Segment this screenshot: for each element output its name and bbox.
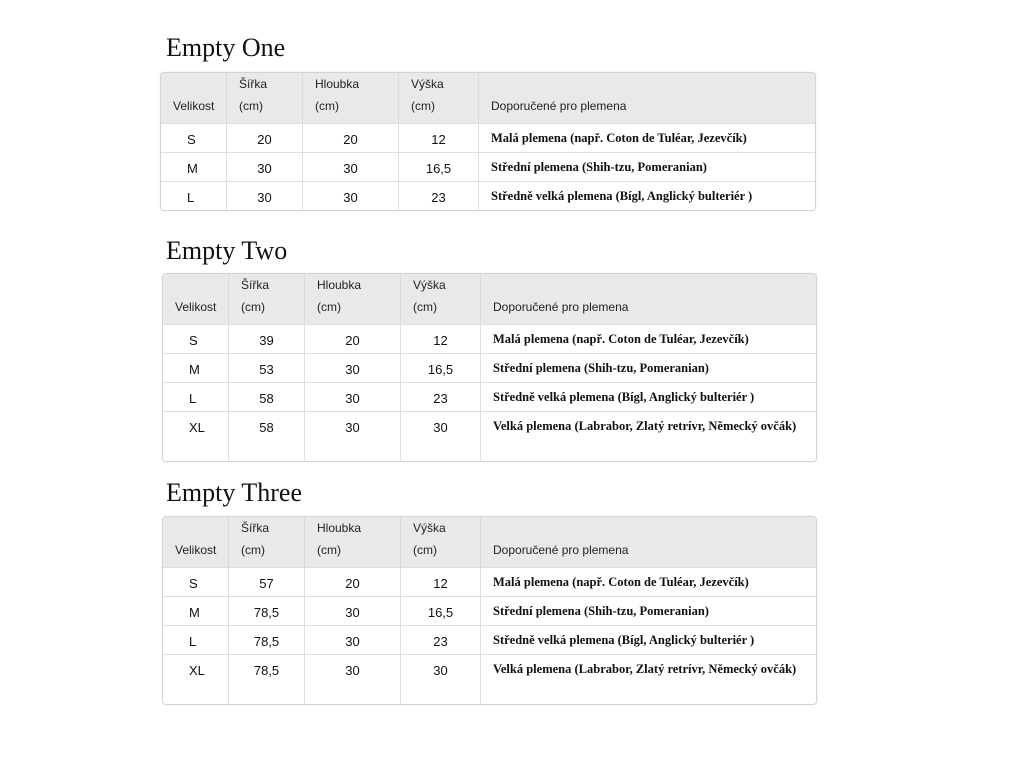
- header-width: Šířka (cm): [229, 274, 305, 324]
- cell-depth: 20: [303, 123, 399, 152]
- cell-breed: Malá plemena (např. Coton de Tuléar, Jezevčík): [481, 324, 816, 353]
- cell-breed: Střední plemena (Shih-tzu, Pomeranian): [479, 152, 815, 181]
- cell-depth: 30: [303, 181, 399, 210]
- cell-size: XL: [163, 654, 229, 704]
- cell-breed: Středně velká plemena (Bígl, Anglický bulteriér ): [481, 625, 816, 654]
- section-title: Empty One: [166, 33, 286, 62]
- cell-height: 30: [401, 411, 481, 461]
- section-title: Empty Two: [166, 236, 288, 265]
- header-depth: Hloubka (cm): [305, 274, 401, 324]
- cell-height: 16,5: [399, 152, 479, 181]
- cell-width: 78,5: [229, 654, 305, 704]
- cell-breed: Středně velká plemena (Bígl, Anglický bulteriér ): [479, 181, 815, 210]
- table-row: [163, 654, 816, 704]
- cell-height: 23: [401, 625, 481, 654]
- cell-height: 23: [401, 382, 481, 411]
- cell-width: 20: [227, 123, 303, 152]
- section-title: Empty Three: [166, 478, 302, 507]
- cell-size: M: [163, 596, 229, 625]
- table-row: [163, 625, 816, 654]
- cell-width: 39: [229, 324, 305, 353]
- cell-depth: 30: [305, 654, 401, 704]
- header-height: Výška (cm): [399, 73, 479, 123]
- cell-size: S: [163, 567, 229, 596]
- header-breed: Doporučené pro plemena: [481, 517, 816, 567]
- cell-depth: 30: [303, 152, 399, 181]
- cell-breed: Středně velká plemena (Bígl, Anglický bulteriér ): [481, 382, 816, 411]
- header-breed: Doporučené pro plemena: [479, 73, 815, 123]
- cell-depth: 20: [305, 324, 401, 353]
- cell-height: 12: [401, 567, 481, 596]
- table-row: [161, 152, 815, 181]
- cell-breed: Velká plemena (Labrabor, Zlatý retrívr, Německý ovčák): [481, 411, 816, 461]
- header-row: [163, 517, 816, 567]
- cell-size: XL: [163, 411, 229, 461]
- table-row: [163, 324, 816, 353]
- cell-size: L: [163, 625, 229, 654]
- header-size: Velikost: [163, 274, 229, 324]
- table-row: [161, 181, 815, 210]
- cell-size: S: [161, 123, 227, 152]
- header-size: Velikost: [163, 517, 229, 567]
- cell-depth: 30: [305, 382, 401, 411]
- cell-depth: 30: [305, 353, 401, 382]
- cell-width: 78,5: [229, 596, 305, 625]
- cell-width: 30: [227, 181, 303, 210]
- cell-width: 53: [229, 353, 305, 382]
- table-row: [163, 382, 816, 411]
- header-breed: Doporučené pro plemena: [481, 274, 816, 324]
- header-depth: Hloubka (cm): [303, 73, 399, 123]
- size-table: [162, 273, 817, 462]
- table-row: [163, 567, 816, 596]
- cell-width: 78,5: [229, 625, 305, 654]
- cell-height: 30: [401, 654, 481, 704]
- cell-depth: 30: [305, 411, 401, 461]
- header-height: Výška (cm): [401, 274, 481, 324]
- table-row: [163, 596, 816, 625]
- cell-depth: 30: [305, 596, 401, 625]
- cell-size: L: [163, 382, 229, 411]
- cell-width: 58: [229, 411, 305, 461]
- cell-height: 16,5: [401, 353, 481, 382]
- cell-size: L: [161, 181, 227, 210]
- header-height: Výška (cm): [401, 517, 481, 567]
- table-row: [163, 411, 816, 461]
- cell-breed: Střední plemena (Shih-tzu, Pomeranian): [481, 353, 816, 382]
- cell-size: M: [163, 353, 229, 382]
- cell-width: 30: [227, 152, 303, 181]
- size-table: [162, 516, 817, 705]
- header-depth: Hloubka (cm): [305, 517, 401, 567]
- header-width: Šířka (cm): [229, 517, 305, 567]
- cell-height: 12: [399, 123, 479, 152]
- cell-breed: Malá plemena (např. Coton de Tuléar, Jezevčík): [479, 123, 815, 152]
- cell-width: 57: [229, 567, 305, 596]
- cell-height: 23: [399, 181, 479, 210]
- cell-depth: 30: [305, 625, 401, 654]
- cell-size: M: [161, 152, 227, 181]
- cell-size: S: [163, 324, 229, 353]
- cell-depth: 20: [305, 567, 401, 596]
- cell-width: 58: [229, 382, 305, 411]
- table-row: [161, 123, 815, 152]
- size-table: [160, 72, 816, 211]
- cell-breed: Velká plemena (Labrabor, Zlatý retrívr, Německý ovčák): [481, 654, 816, 704]
- cell-breed: Střední plemena (Shih-tzu, Pomeranian): [481, 596, 816, 625]
- table-row: [163, 353, 816, 382]
- header-size: Velikost: [161, 73, 227, 123]
- header-width: Šířka (cm): [227, 73, 303, 123]
- cell-height: 12: [401, 324, 481, 353]
- cell-height: 16,5: [401, 596, 481, 625]
- cell-breed: Malá plemena (např. Coton de Tuléar, Jezevčík): [481, 567, 816, 596]
- header-row: [161, 73, 815, 123]
- header-row: [163, 274, 816, 324]
